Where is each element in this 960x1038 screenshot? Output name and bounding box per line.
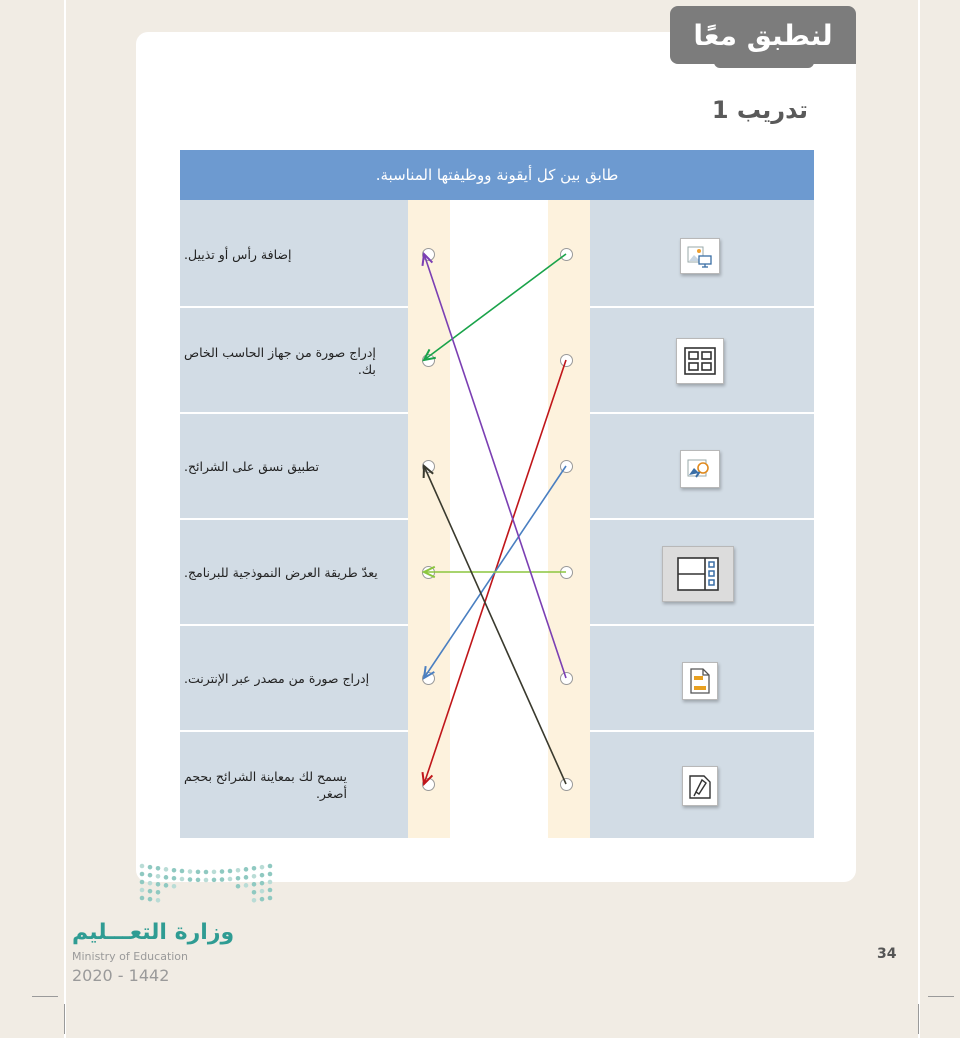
logo-dot (156, 874, 161, 879)
function-text-5 (184, 626, 400, 732)
page-number: 34 (877, 946, 897, 962)
logo-dot (252, 898, 257, 903)
function-connector-dot-6[interactable] (422, 778, 435, 791)
crop-mark (32, 996, 58, 997)
logo-dot (180, 877, 185, 882)
logo-dot (140, 872, 145, 877)
logo-dot (244, 875, 249, 880)
logo-dot (172, 876, 177, 881)
logo-dot (252, 882, 257, 887)
crop-mark (918, 1004, 919, 1034)
function-text-line: أصغر. (315, 786, 347, 801)
logo-dot (236, 876, 241, 881)
logo-dot (236, 868, 241, 873)
logo-dot (156, 882, 161, 887)
function-text-1 (184, 202, 400, 308)
logo-dot (268, 872, 273, 877)
design-theme-icon-graphic (688, 772, 712, 800)
row-separator (590, 518, 814, 520)
crop-mark (928, 996, 954, 997)
logo-dot (220, 869, 225, 874)
logo-dot (164, 883, 169, 888)
logo-dot (236, 884, 241, 889)
logo-dot (148, 889, 153, 894)
icon-connector-dot-4[interactable] (560, 566, 573, 579)
section-title-badge: لنطبق معًا (670, 6, 856, 64)
logo-dot (212, 878, 217, 883)
logo-dot (164, 867, 169, 872)
logo-dot (260, 873, 265, 878)
normal-view-icon (662, 546, 734, 602)
normal-view-icon-graphic (677, 557, 719, 591)
slide-sorter-grid-icon-graphic (684, 347, 716, 375)
row-separator (590, 412, 814, 414)
logo-dot (148, 865, 153, 870)
logo-dot (252, 890, 257, 895)
logo-dot (244, 883, 249, 888)
function-text-line: بك. (357, 362, 376, 377)
online-picture-icon (680, 450, 720, 488)
function-text-line: إدراج صورة من جهاز الحاسب الخاص (184, 344, 376, 360)
icon-connector-dot-2[interactable] (560, 354, 573, 367)
ministry-year: 2020 - 1442 (72, 966, 170, 985)
logo-dot (156, 890, 161, 895)
logo-dot (260, 889, 265, 894)
logo-dot (156, 898, 161, 903)
function-connector-dot-2[interactable] (422, 354, 435, 367)
ministry-name-arabic: وزارة التعـــليم (72, 920, 235, 945)
function-text-3 (184, 414, 400, 520)
logo-dot (244, 867, 249, 872)
function-connector-dot-3[interactable] (422, 460, 435, 473)
logo-dot (140, 896, 145, 901)
slide-image-icon (680, 238, 720, 274)
logo-dot (204, 870, 209, 875)
logo-dot (268, 896, 273, 901)
logo-dot (196, 870, 201, 875)
row-separator (590, 730, 814, 732)
logo-dot (260, 881, 265, 886)
crop-mark (64, 1004, 65, 1034)
row-separator (590, 306, 814, 308)
logo-dot (148, 881, 153, 886)
icon-connector-dot-1[interactable] (560, 248, 573, 261)
logo-dot (140, 880, 145, 885)
logo-dot (268, 888, 273, 893)
function-text-2 (184, 308, 400, 414)
table-header: طابق بين كل أيقونة ووظيفتها المناسبة. (180, 150, 814, 200)
logo-dot (268, 880, 273, 885)
design-theme-icon (682, 766, 718, 806)
icon-connector-dot-6[interactable] (560, 778, 573, 791)
header-footer-icon-graphic (689, 668, 711, 694)
function-text-line: تطبيق نسق على الشرائح. (184, 459, 320, 475)
function-text-line: إدراج صورة من مصدر عبر الإنترنت. (184, 671, 370, 687)
icon-connector-dot-5[interactable] (560, 672, 573, 685)
page-margin-line-right (918, 0, 920, 1038)
logo-dot (228, 877, 233, 882)
logo-dot (252, 866, 257, 871)
logo-dot (140, 864, 145, 869)
logo-dot (188, 869, 193, 874)
function-connector-dot-5[interactable] (422, 672, 435, 685)
function-connector-dot-4[interactable] (422, 566, 435, 579)
function-text-line: يسمح لك بمعاينة الشرائح بحجم (184, 768, 347, 784)
logo-dot (148, 873, 153, 878)
ministry-logo-dots (138, 862, 278, 912)
function-connector-dot-1[interactable] (422, 248, 435, 261)
logo-dot (220, 877, 225, 882)
online-picture-icon-graphic (687, 456, 713, 482)
function-text-4 (184, 520, 400, 626)
logo-dot (188, 877, 193, 882)
function-text-6 (184, 732, 400, 838)
slide-sorter-grid-icon (676, 338, 724, 384)
logo-dot (196, 878, 201, 883)
logo-dot (252, 874, 257, 879)
logo-dot (180, 869, 185, 874)
icon-connector-dot-3[interactable] (560, 460, 573, 473)
logo-dot (204, 878, 209, 883)
logo-dot (268, 864, 273, 869)
ministry-name-english: Ministry of Education (72, 950, 189, 963)
logo-dot (260, 897, 265, 902)
logo-dot (148, 897, 153, 902)
function-text-line: يعدّ طريقة العرض النموذجية للبرنامج. (184, 565, 378, 581)
logo-dot (212, 870, 217, 875)
logo-dot (172, 868, 177, 873)
function-text-line: إضافة رأس أو تذييل. (184, 247, 292, 263)
logo-dot (156, 866, 161, 871)
exercise-title: تدريب 1 (711, 96, 808, 124)
right-connector-column (548, 200, 590, 838)
row-separator (590, 624, 814, 626)
logo-dot (260, 865, 265, 870)
logo-dot (164, 875, 169, 880)
logo-dot (172, 884, 177, 889)
page-margin-line-left (64, 0, 66, 1038)
header-footer-icon (682, 662, 718, 700)
logo-dot (140, 888, 145, 893)
left-connector-column (408, 200, 450, 838)
logo-dot (228, 869, 233, 874)
slide-image-icon-graphic (687, 244, 713, 268)
